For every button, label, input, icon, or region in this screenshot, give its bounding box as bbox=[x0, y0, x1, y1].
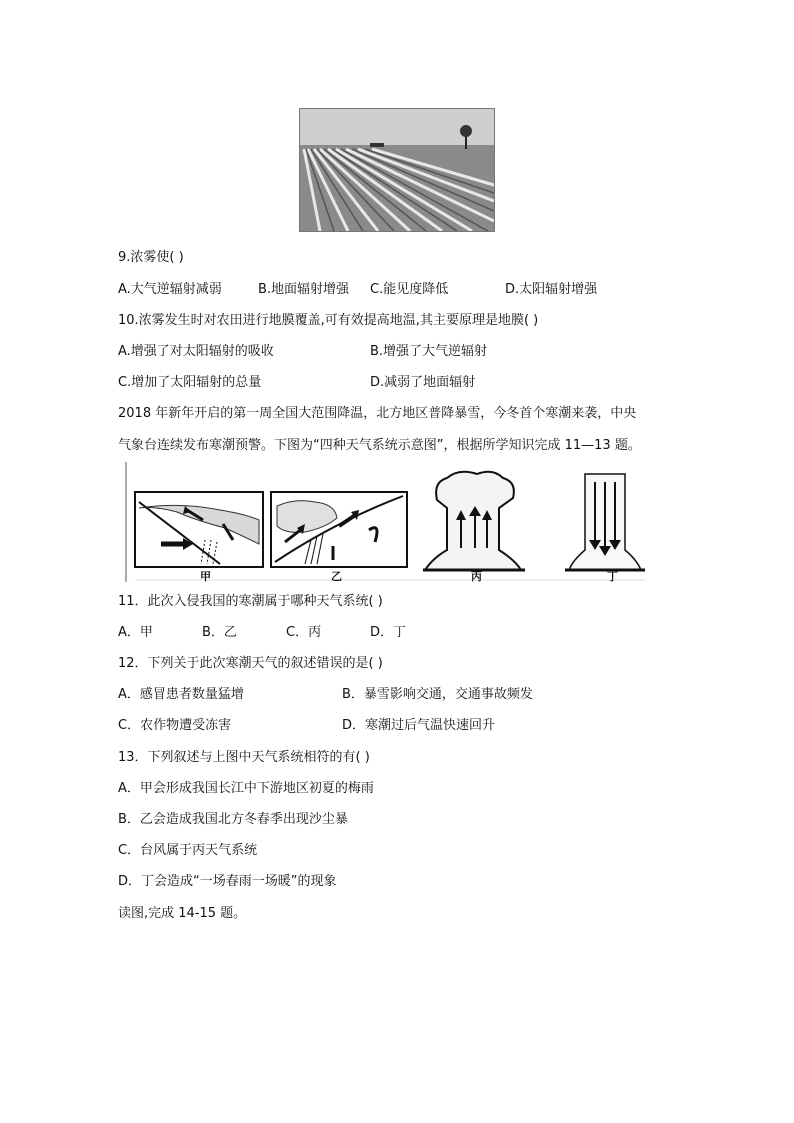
q12-option-b: B．暴雪影响交通，交通事故频发 bbox=[342, 687, 533, 702]
diagram-label-ding: 丁 bbox=[607, 570, 618, 583]
farmland-film-photo bbox=[299, 108, 495, 232]
q9-option-a: A.大气逆辐射减弱 bbox=[118, 282, 222, 297]
q9-stem: 9.浓雾使( ) bbox=[118, 250, 184, 265]
q12-option-c: C．农作物遭受冻害 bbox=[118, 718, 232, 733]
q11-stem: 11．此次入侵我国的寒潮属于哪种天气系统( ) bbox=[118, 594, 383, 609]
q13-option-d: D．丁会造成“一场春雨一场暖”的现象 bbox=[118, 874, 337, 889]
q9-option-c: C.能见度降低 bbox=[370, 282, 449, 297]
q13-option-a: A．甲会形成我国长江中下游地区初夏的梅雨 bbox=[118, 781, 374, 796]
q11-option-b: B．乙 bbox=[202, 625, 237, 640]
panel-yi-warm-front bbox=[271, 492, 407, 567]
q13-stem: 13．下列叙述与上图中天气系统相符的有( ) bbox=[118, 750, 370, 765]
q11-option-d: D．丁 bbox=[370, 625, 407, 640]
q10-option-b: B.增强了大气逆辐射 bbox=[370, 344, 488, 359]
panel-jia-cold-front bbox=[135, 492, 263, 567]
q12-stem: 12．下列关于此次寒潮天气的叙述错误的是( ) bbox=[118, 656, 383, 671]
q13-option-b: B．乙会造成我国北方冬春季出现沙尘暴 bbox=[118, 812, 348, 827]
q9-option-b: B.地面辐射增强 bbox=[258, 282, 350, 297]
diagram-label-bing: 丙 bbox=[471, 570, 482, 583]
intro-line-1: 2018 年新年开启的第一周全国大范围降温，北方地区普降暴雪，今冬首个寒潮来袭，中央 bbox=[118, 406, 637, 421]
diagram-label-yi: 乙 bbox=[331, 570, 342, 583]
panel-ding-anticyclone bbox=[565, 474, 645, 570]
outro-line: 读图,完成 14-15 题。 bbox=[118, 906, 247, 921]
q12-option-a: A．感冒患者数量猛增 bbox=[118, 687, 244, 702]
weather-systems-figure bbox=[125, 462, 655, 584]
q12-option-d: D．寒潮过后气温快速回升 bbox=[342, 718, 496, 733]
q13-option-c: C．台风属于丙天气系统 bbox=[118, 843, 258, 858]
q10-stem: 10.浓雾发生时对农田进行地膜覆盖,可有效提高地温,其主要原理是地膜( ) bbox=[118, 313, 539, 328]
q10-option-c: C.增加了太阳辐射的总量 bbox=[118, 375, 262, 390]
q11-option-c: C．丙 bbox=[286, 625, 322, 640]
q11-option-a: A．甲 bbox=[118, 625, 153, 640]
q10-option-d: D.减弱了地面辐射 bbox=[370, 375, 476, 390]
farmland-film-illustration bbox=[300, 109, 494, 231]
diagram-label-jia: 甲 bbox=[200, 570, 211, 583]
weather-systems-diagram bbox=[125, 462, 655, 584]
panel-bing-cyclone bbox=[423, 472, 525, 570]
q10-option-a: A.增强了对太阳辐射的吸收 bbox=[118, 344, 274, 359]
intro-line-2: 气象台连续发布寒潮预警。下图为“四种天气系统示意图”，根据所学知识完成 11—13 题。 bbox=[118, 438, 641, 453]
q9-option-d: D.太阳辐射增强 bbox=[505, 282, 598, 297]
